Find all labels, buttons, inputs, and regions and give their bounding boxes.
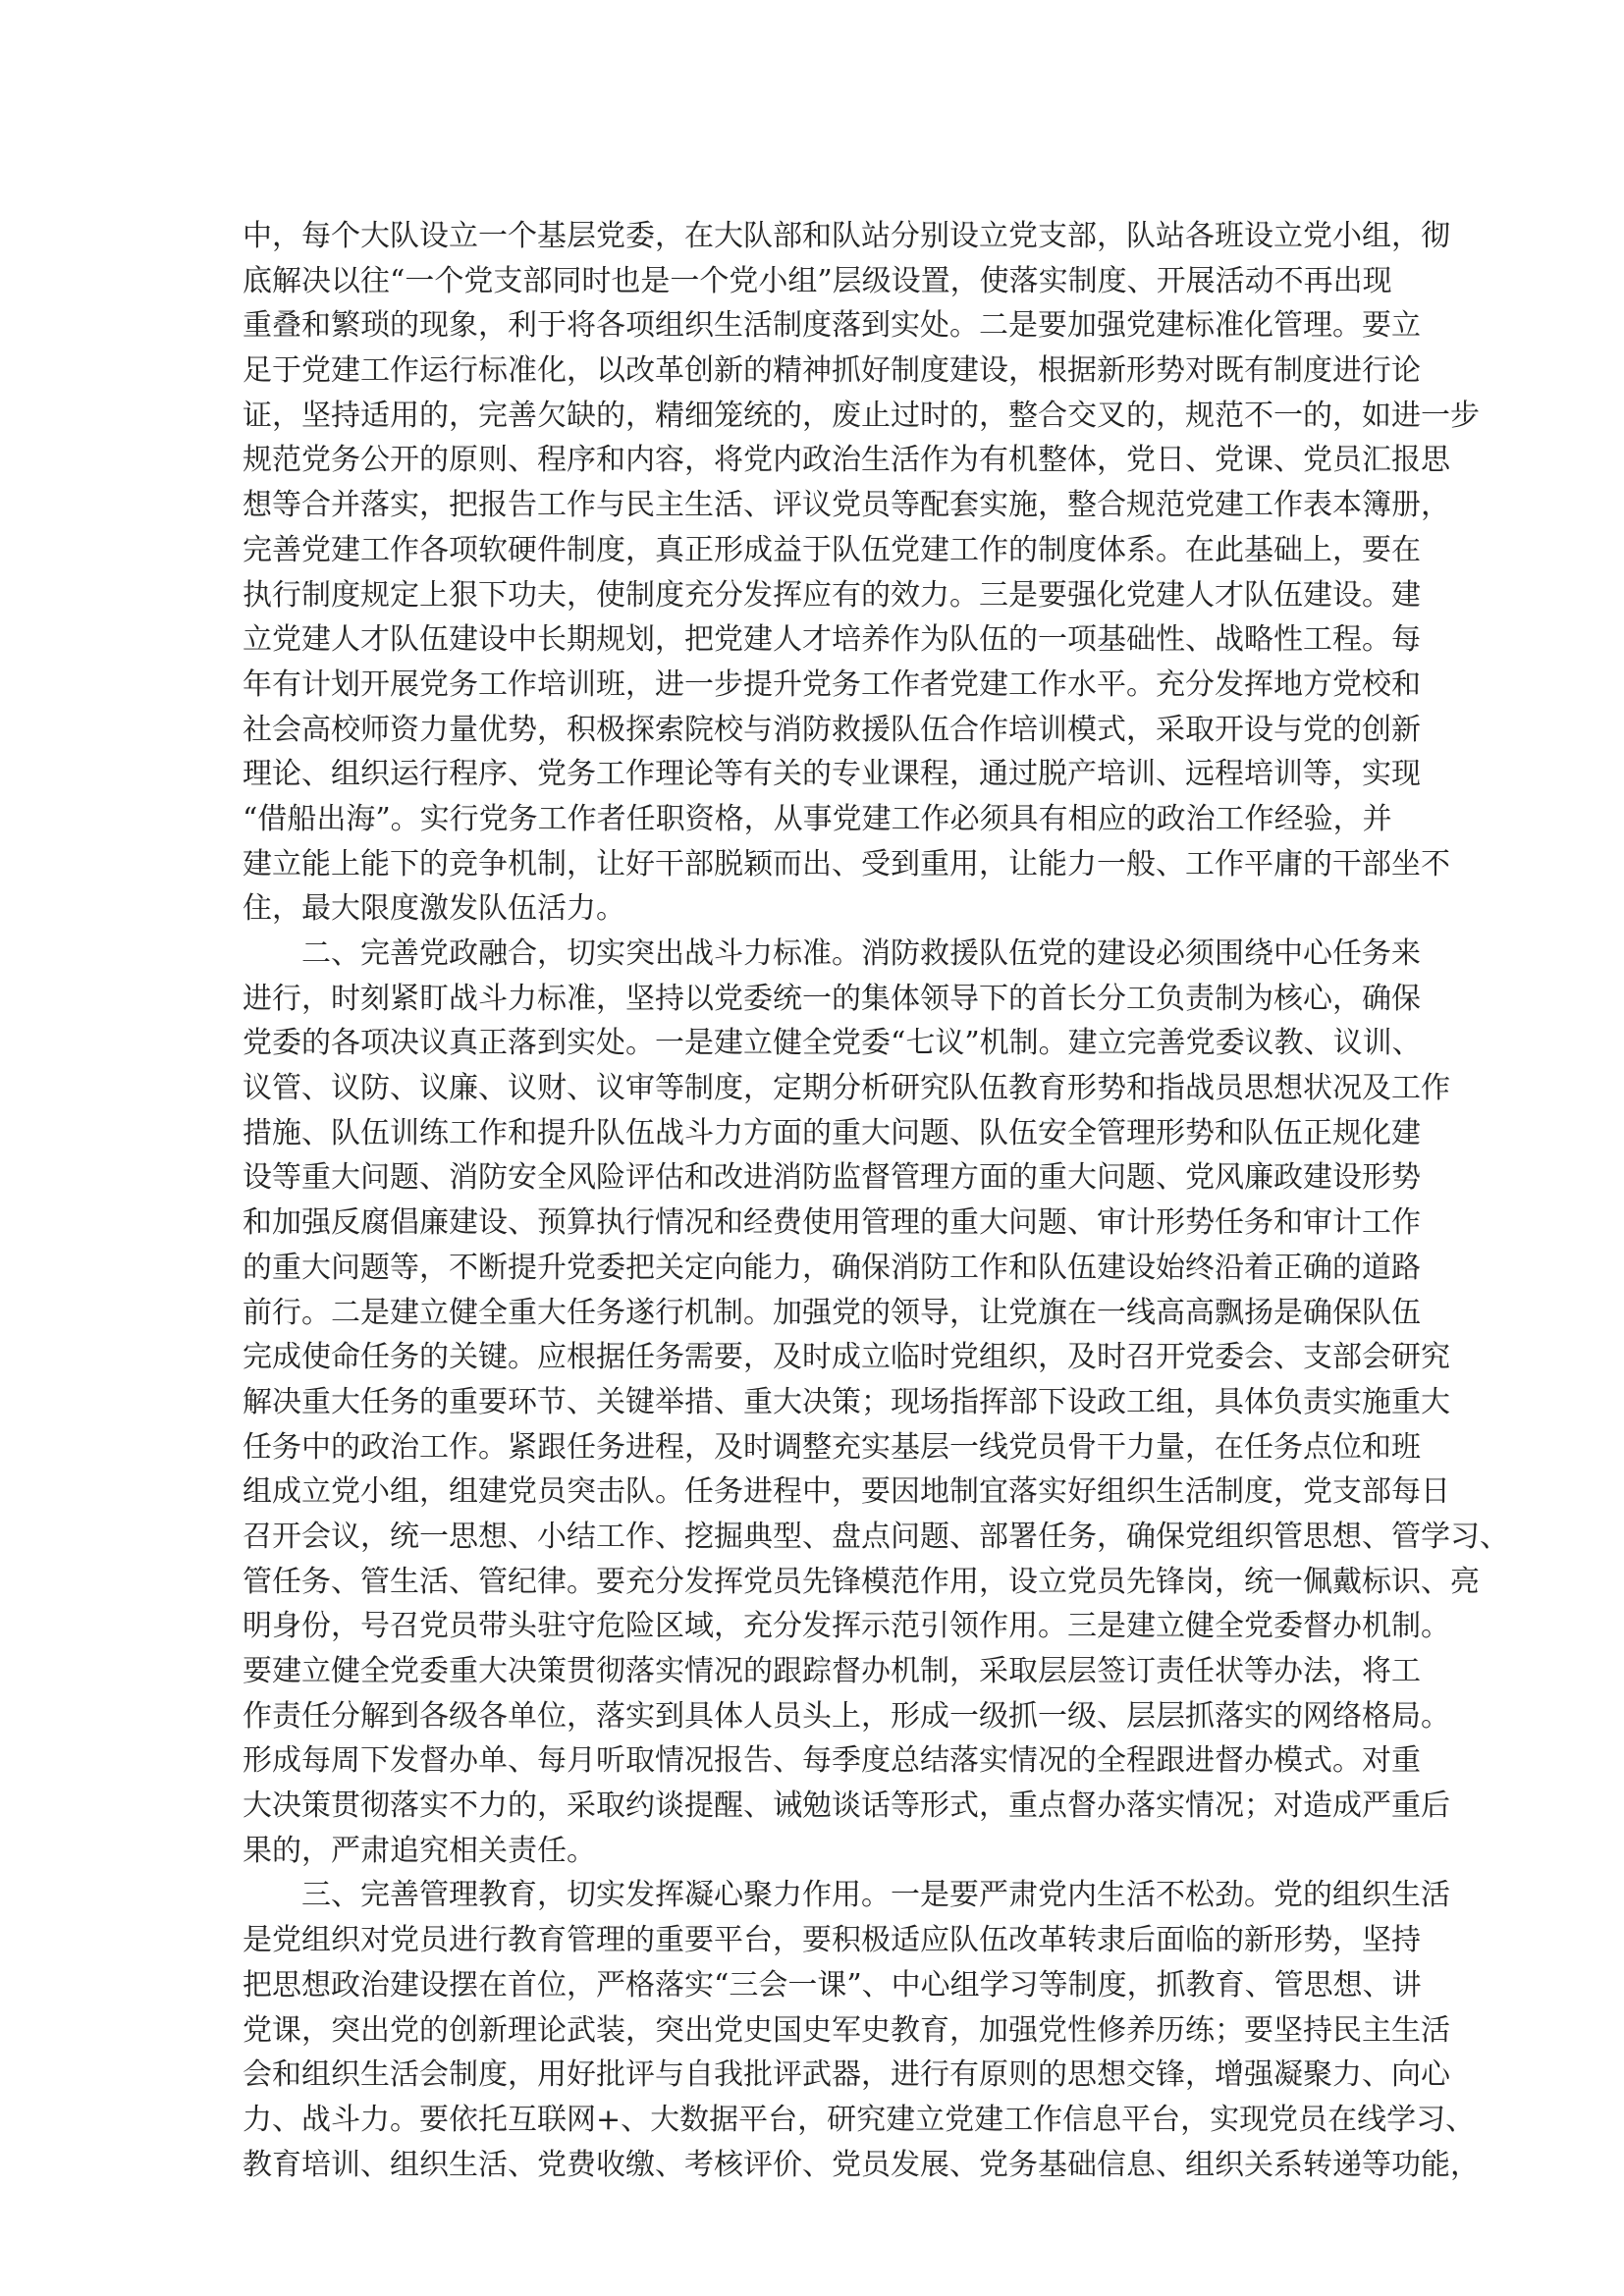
document-page	[243, 214, 1509, 2187]
text-line: 足于党建工作运行标准化，以改革创新的精神抓好制度建设，根据新形势对既有制度进行论	[243, 353, 1421, 389]
text-line: 解决重大任务的重要环节、关键举措、重大决策；现场指挥部下设政工组，具体负责实施重大	[243, 1384, 1450, 1419]
text-line: 教育培训、组织生活、党费收缴、考核评价、党员发展、党务基础信息、组织关系转递等功能，	[243, 2147, 1480, 2182]
text-line: 管任务、管生活、管纪律。要充分发挥党员先锋模范作用，设立党员先锋岗，统一佩戴标识、亮	[243, 1564, 1480, 1599]
text-line: 议管、议防、议廉、议财、议审等制度，定期分析研究队伍教育形势和指战员思想状况及工作	[243, 1071, 1450, 1106]
text-line: 社会高校师资力量优势，积极探索院校与消防救援队伍合作培训模式，采取开设与党的创新	[243, 712, 1421, 747]
text-line: 底解决以往“一个党支部同时也是一个党小组”层级设置，使落实制度、开展活动不再出现	[243, 263, 1392, 298]
text-line: 重叠和繁琐的现象，利于将各项组织生活制度落到实处。二是要加强党建标准化管理。要立	[243, 308, 1421, 344]
text-line: 进行，时刻紧盯战斗力标准，坚持以党委统一的集体领导下的首长分工负责制为核心，确保	[243, 981, 1421, 1016]
text-line: 前行。二是建立健全重大任务遂行机制。加强党的领导，让党旗在一线高高飘扬是确保队伍	[243, 1295, 1421, 1330]
text-line: 完成使命任务的关键。应根据任务需要，及时成立临时党组织，及时召开党委会、支部会研究	[243, 1340, 1450, 1375]
text-line: 大决策贯彻落实不力的，采取约谈提醒、诫勉谈话等形式，重点督办落实情况；对造成严重后	[243, 1789, 1450, 1824]
text-line: 把思想政治建设摆在首位，严格落实“三会一课”、中心组学习等制度，抓教育、管思想、讲	[243, 1967, 1422, 2002]
text-line: 立党建人才队伍建设中长期规划，把党建人才培养作为队伍的一项基础性、战略性工程。每	[243, 622, 1421, 658]
text-line: “借船出海”。实行党务工作者任职资格，从事党建工作必须具有相应的政治工作经验，并	[243, 801, 1392, 836]
text-line: 要建立健全党委重大决策贯彻落实情况的跟踪督办机制，采取层层签订责任状等办法，将工	[243, 1654, 1421, 1688]
text-line: 设等重大问题、消防安全风险评估和改进消防监督管理方面的重大问题、党风廉政建设形势	[243, 1160, 1421, 1196]
text-line: 三、完善管理教育，切实发挥凝心聚力作用。一是要严肃党内生活不松劲。党的组织生活	[301, 1878, 1450, 1913]
text-line: 党课，突出党的创新理论武装，突出党史国史军史教育，加强党性修养历练；要坚持民主生活	[243, 2012, 1450, 2048]
text-line: 中，每个大队设立一个基层党委，在大队部和队站分别设立党支部，队站各班设立党小组，彻	[243, 219, 1450, 253]
text-line: 理论、组织运行程序、党务工作理论等有关的专业课程，通过脱产培训、远程培训等，实现	[243, 757, 1421, 792]
text-line: 形成每周下发督办单、每月听取情况报告、每季度总结落实情况的全程跟进督办模式。对重	[243, 1743, 1421, 1779]
text-line: 规范党务公开的原则、程序和内容，将党内政治生活作为有机整体，党日、党课、党员汇报思	[243, 443, 1450, 478]
text-line: 完善党建工作各项软硬件制度，真正形成益于队伍党建工作的制度体系。在此基础上，要在	[243, 532, 1421, 567]
text-line: 建立能上能下的竞争机制，让好干部脱颖而出、受到重用，让能力一般、工作平庸的干部坐不	[243, 846, 1450, 881]
text-line: 措施、队伍训练工作和提升队伍战斗力方面的重大问题、队伍安全管理形势和队伍正规化建	[243, 1115, 1421, 1150]
text-line: 任务中的政治工作。紧跟任务进程，及时调整充实基层一线党员骨干力量，在任务点位和班	[243, 1429, 1421, 1465]
paragraph	[243, 1873, 1480, 2187]
text-line: 二、完善党政融合，切实突出战斗力标准。消防救援队伍党的建设必须围绕中心任务来	[301, 936, 1421, 971]
text-line: 想等合并落实，把报告工作与民主生活、评议党员等配套实施，整合规范党建工作表本簿册，	[243, 488, 1450, 523]
text-line: 和加强反腐倡廉建设、预算执行情况和经费使用管理的重大问题、审计形势任务和审计工作	[243, 1205, 1421, 1241]
paragraph	[243, 932, 1509, 1873]
text-line: 执行制度规定上狠下功夫，使制度充分发挥应有的效力。三是要强化党建人才队伍建设。建	[243, 577, 1421, 613]
text-line: 组成立党小组，组建党员突击队。任务进程中，要因地制宜落实好组织生活制度，党支部每日	[243, 1474, 1450, 1510]
text-line: 明身份，号召党员带头驻守危险区域，充分发挥示范引领作用。三是建立健全党委督办机制。	[243, 1609, 1450, 1644]
text-line: 住，最大限度激发队伍活力。	[243, 891, 625, 927]
paragraph	[243, 214, 1480, 932]
text-line: 证，坚持适用的，完善欠缺的，精细笼统的，废止过时的，整合交叉的，规范不一的，如进一步	[243, 398, 1480, 433]
text-line: 召开会议，统一思想、小结工作、挖掘典型、盘点问题、部署任务，确保党组织管思想、管学习、	[243, 1519, 1509, 1554]
text-line: 果的，严肃追究相关责任。	[243, 1833, 596, 1868]
text-line: 力、战斗力。要依托互联网+、大数据平台，研究建立党建工作信息平台，实现党员在线学习、	[243, 2102, 1476, 2137]
text-line: 的重大问题等，不断提升党委把关定向能力，确保消防工作和队伍建设始终沿着正确的道路	[243, 1250, 1421, 1285]
text-line: 会和组织生活会制度，用好批评与自我批评武器，进行有原则的思想交锋，增强凝聚力、向心	[243, 2057, 1450, 2093]
text-line: 年有计划开展党务工作培训班，进一步提升党务工作者党建工作水平。充分发挥地方党校和	[243, 667, 1421, 702]
text-line: 党委的各项决议真正落到实处。一是建立健全党委“七议”机制。建立完善党委议教、议训、	[243, 1026, 1422, 1061]
text-line: 作责任分解到各级各单位，落实到具体人员头上，形成一级抓一级、层层抓落实的网络格局。	[243, 1698, 1450, 1734]
text-line: 是党组织对党员进行教育管理的重要平台，要积极适应队伍改革转隶后面临的新形势，坚持	[243, 1923, 1421, 1958]
